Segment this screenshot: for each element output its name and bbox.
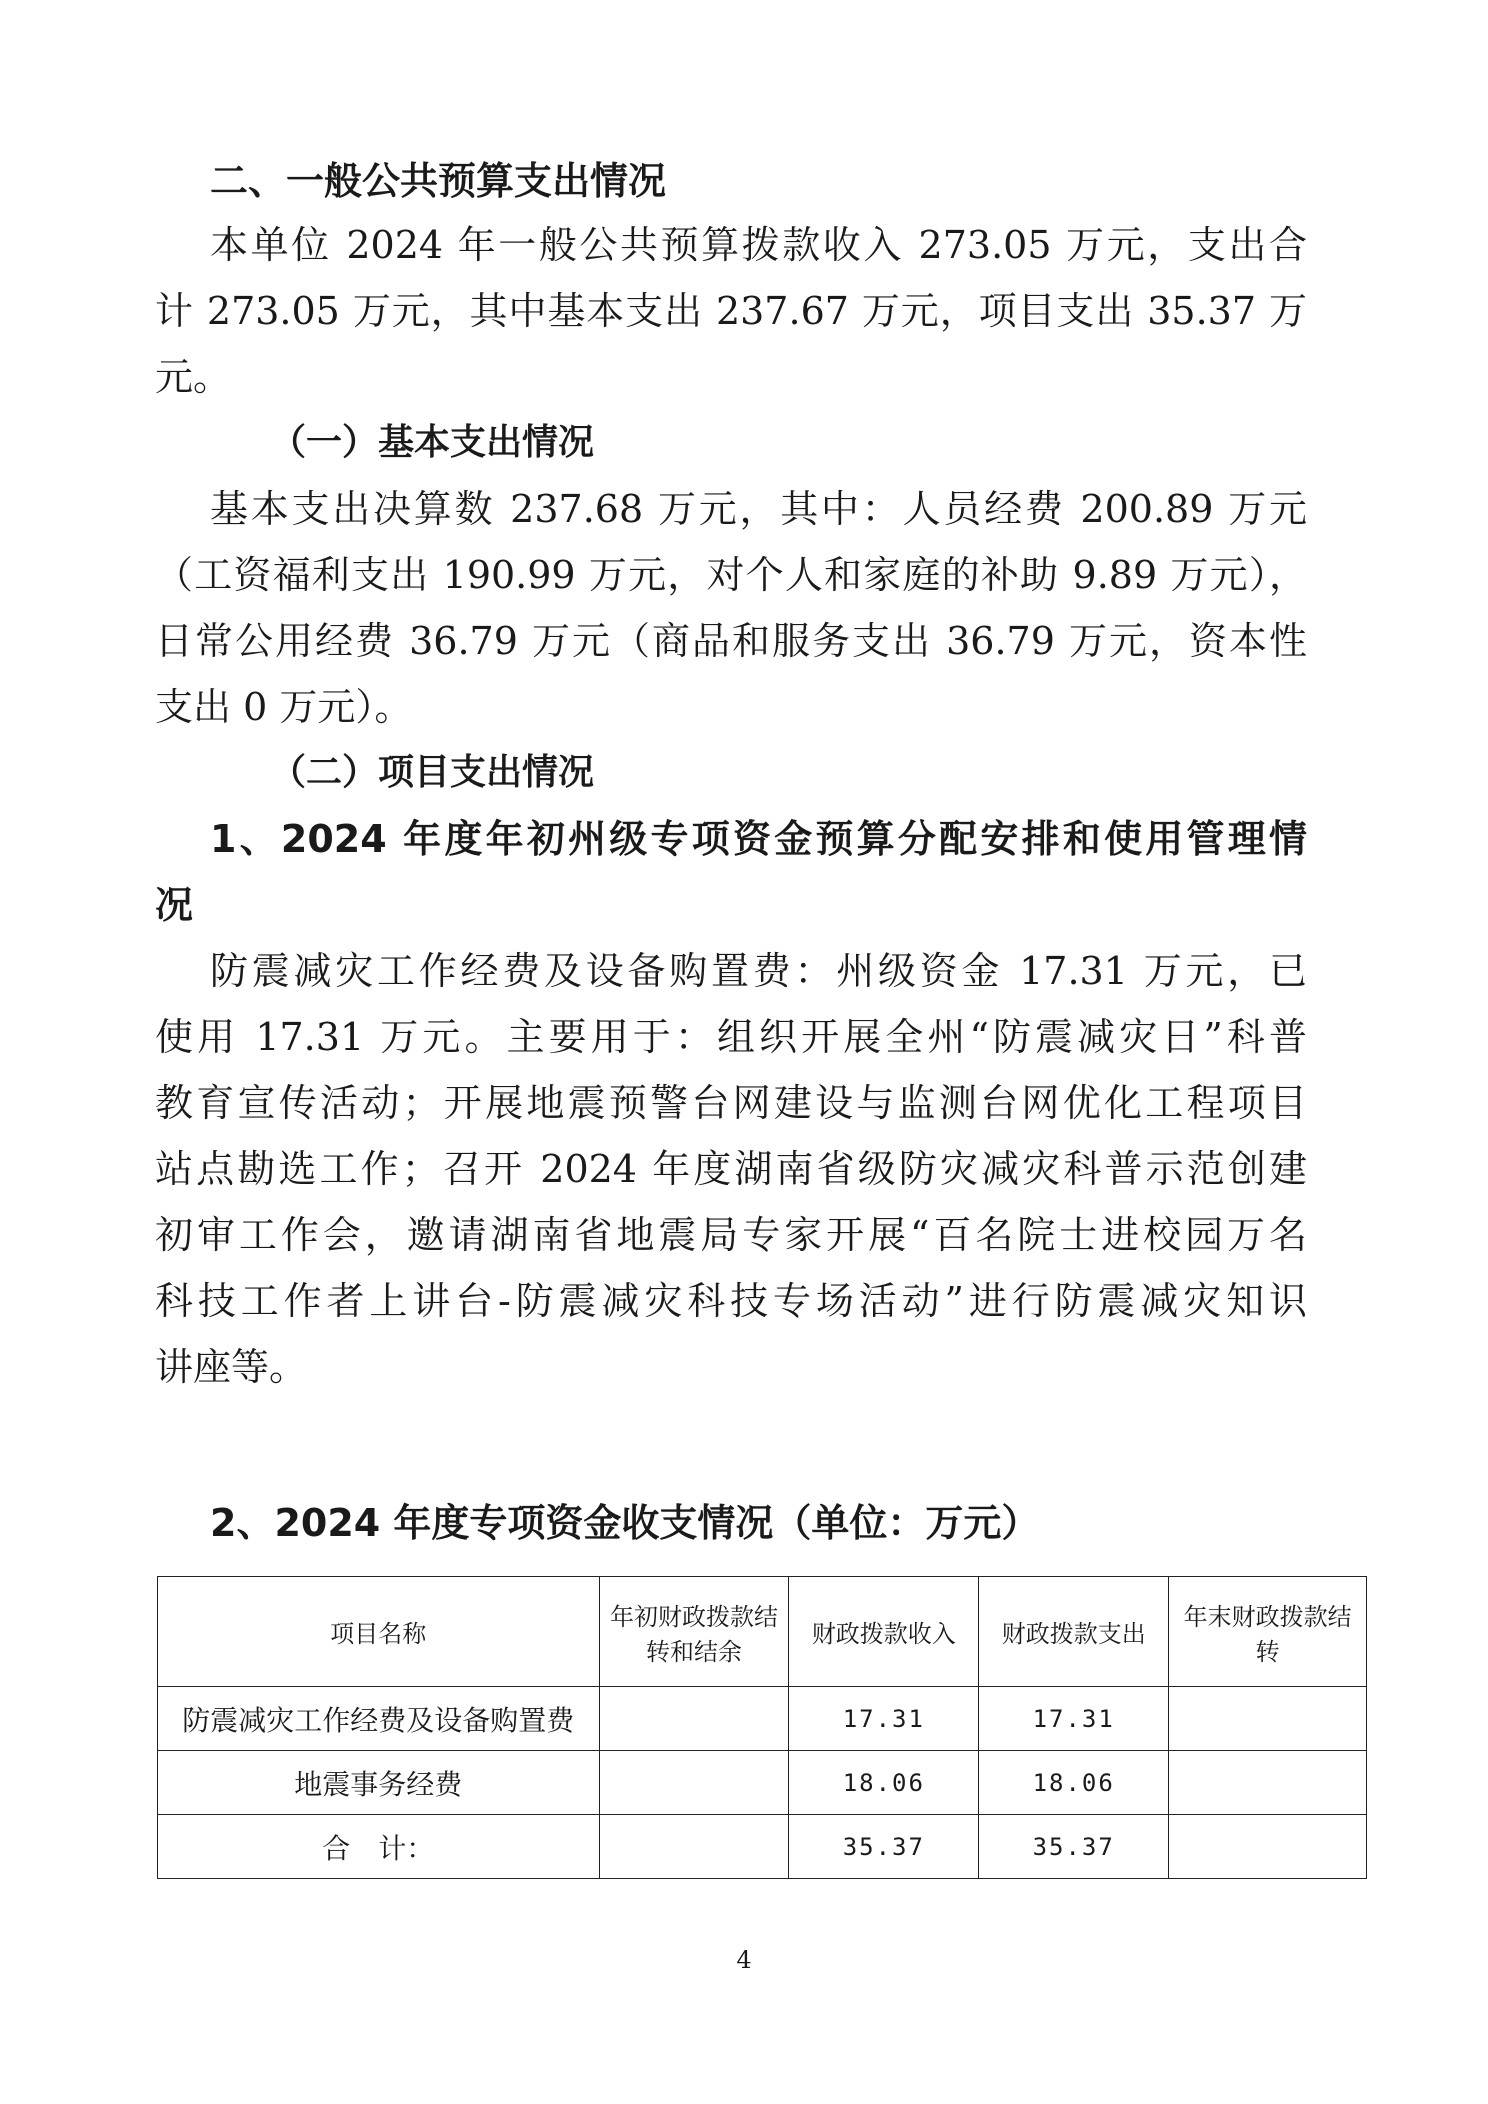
item1-line-1: 防震减灾工作经费及设备购置费：州级资金 17.31 万元，已	[210, 949, 1307, 993]
section-heading: 二、一般公共预算支出情况	[210, 159, 667, 203]
basic-line-4: 支出 0 万元）。	[155, 685, 413, 729]
item1-line-3: 教育宣传活动；开展地震预警台网建设与监测台网优化工程项目	[155, 1081, 1307, 1125]
intro-line-2: 计 273.05 万元，其中基本支出 237.67 万元，项目支出 35.37 万	[155, 289, 1307, 333]
item1-line-5: 初审工作会，邀请湖南省地震局专家开展“百名院士进校园万名	[155, 1213, 1307, 1257]
intro-line-3: 元。	[155, 355, 232, 399]
row-income: 18.06	[789, 1751, 979, 1815]
special-fund-table	[157, 1576, 1367, 1879]
basic-expense-heading: （一）基本支出情况	[270, 422, 595, 463]
header-closing-balance: 年末财政拨款结转	[1169, 1577, 1367, 1687]
item1-heading-line-1: 1、2024 年度年初州级专项资金预算分配安排和使用管理情	[210, 817, 1307, 861]
item1-paragraph-cont3	[155, 1136, 1307, 1202]
project-expense-heading: （二）项目支出情况	[270, 752, 595, 793]
row-closing-balance	[1169, 1687, 1367, 1751]
item1-paragraph-cont5	[155, 1268, 1307, 1334]
item1-paragraph-cont	[155, 1004, 1307, 1070]
row-project-name: 地震事务经费	[158, 1751, 600, 1815]
item2-heading: 2、2024 年度专项资金收支情况（单位：万元）	[210, 1501, 1040, 1545]
row-expense: 18.06	[979, 1751, 1169, 1815]
basic-paragraph-cont	[155, 542, 1307, 608]
table-total-row	[158, 1815, 1367, 1879]
row-opening-balance	[599, 1751, 789, 1815]
row-opening-balance	[599, 1815, 789, 1879]
basic-line-2: （工资福利支出 190.99 万元，对个人和家庭的补助 9.89 万元），	[155, 553, 1307, 597]
row-opening-balance	[599, 1687, 789, 1751]
row-income: 35.37	[789, 1815, 979, 1879]
header-appropriation-expense: 财政拨款支出	[979, 1577, 1169, 1687]
item1-line-4: 站点勘选工作；召开 2024 年度湖南省级防灾减灾科普示范创建	[155, 1147, 1307, 1191]
item1-paragraph	[210, 938, 1307, 1004]
item1-paragraph-cont2	[155, 1070, 1307, 1136]
item1-line-6: 科技工作者上讲台-防震减灾科技专场活动”进行防震减灾知识	[155, 1279, 1307, 1323]
intro-line-1: 本单位 2024 年一般公共预算拨款收入 273.05 万元，支出合	[210, 223, 1307, 267]
item1-line-2: 使用 17.31 万元。主要用于：组织开展全州“防震减灾日”科普	[155, 1015, 1307, 1059]
basic-paragraph	[210, 476, 1307, 542]
intro-paragraph-cont	[155, 278, 1307, 344]
item1-line-7: 讲座等。	[155, 1345, 308, 1389]
basic-line-3: 日常公用经费 36.79 万元（商品和服务支出 36.79 万元，资本性	[155, 619, 1307, 663]
item1-heading-line-2: 况	[155, 883, 194, 927]
row-total-label: 合 计：	[158, 1815, 600, 1879]
header-project-name: 项目名称	[158, 1577, 600, 1687]
basic-paragraph-cont2	[155, 608, 1307, 674]
page-number: 4	[736, 1946, 752, 1974]
item1-paragraph-cont4	[155, 1202, 1307, 1268]
row-expense: 17.31	[979, 1687, 1169, 1751]
header-appropriation-income: 财政拨款收入	[789, 1577, 979, 1687]
row-project-name: 防震减灾工作经费及设备购置费	[158, 1687, 600, 1751]
item1-heading	[210, 806, 1307, 872]
header-opening-balance: 年初财政拨款结转和结余	[599, 1577, 789, 1687]
basic-line-1: 基本支出决算数 237.68 万元，其中：人员经费 200.89 万元	[210, 487, 1307, 531]
row-expense: 35.37	[979, 1815, 1169, 1879]
row-closing-balance	[1169, 1751, 1367, 1815]
table-row	[158, 1751, 1367, 1815]
row-closing-balance	[1169, 1815, 1367, 1879]
row-income: 17.31	[789, 1687, 979, 1751]
intro-paragraph	[210, 212, 1307, 278]
table-row	[158, 1687, 1367, 1751]
table-header-row	[158, 1577, 1367, 1687]
